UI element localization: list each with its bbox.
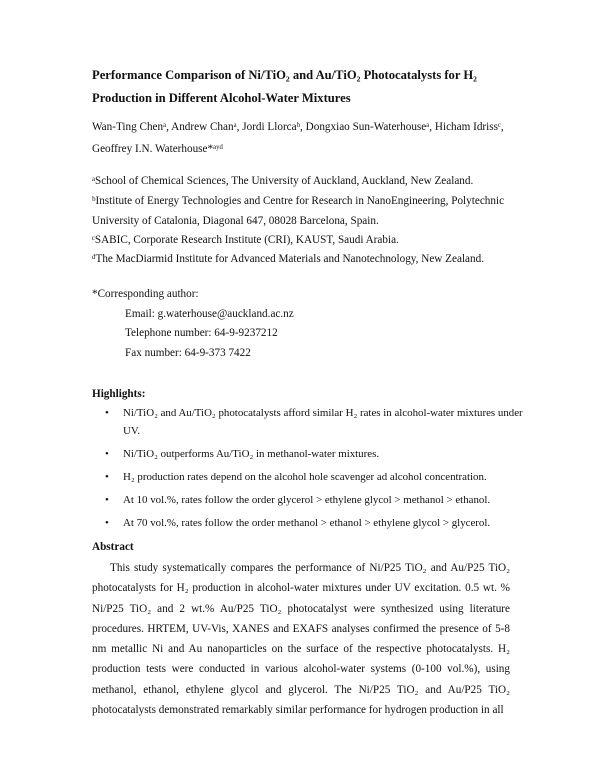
abstract-body: This study systematically compares the performance of Ni/P25 TiO₂ and Au/P25 TiO₂ photocatalysts for H₂ production in alcohol-water mixtures under UV excitation. 0.5 wt. % Ni/P25 TiO₂ and 2 wt.% Au/P25 TiO₂ photocatalyst were synthesized using literature procedures. HRTEM, UV-Vis, XANES and EXAFS analyses confirmed the presence of 5-8 nm metallic Ni and Au nanoparticles on the surface of the respective photocatalysts. H₂ production tests were conducted in various alcohol-water systems (0-100 vol.%), using methanol, ethanol, ethylene glycol and glycerol. The Ni/P25 TiO₂ and Au/P25 TiO₂ photocatalysts demonstrated remarkably similar performance for hydrogen production in all bbox=[92, 562, 510, 717]
affiliation-d: ᵈThe MacDiarmid Institute for Advanced Materials and Nanotechnology, New Zealand. bbox=[92, 253, 485, 265]
list-item bbox=[103, 514, 523, 532]
affiliation-b: ᵇInstitute of Energy Technologies and Centre for Research in NanoEngineering, Polytechnic University of Catalonia, Diagonal 647, 08028 Barcelona, Spain. bbox=[92, 195, 505, 227]
corresponding-phone: Telephone number: 64-9-9237212 bbox=[125, 327, 278, 339]
list-item bbox=[103, 404, 523, 440]
highlight-text: At 70 vol.%, rates follow the order methanol > ethanol > ethylene glycol > glycerol. bbox=[123, 517, 491, 529]
highlight-text: H₂ production rates depend on the alcohol hole scavenger ad alcohol concentration. bbox=[123, 471, 487, 483]
corresponding-email: Email: g.waterhouse@auckland.ac.nz bbox=[125, 308, 294, 320]
author-line: Geoffrey I.N. Waterhouse*ᵃʸᵈ bbox=[92, 142, 223, 155]
corresponding-fax: Fax number: 64-9-373 7422 bbox=[125, 347, 251, 359]
highlight-text: Ni/TiO₂ and Au/TiO₂ photocatalysts afford similar H₂ rates in alcohol-water mixtures under UV. bbox=[123, 407, 523, 437]
list-item bbox=[103, 491, 523, 509]
list-item bbox=[103, 445, 523, 463]
affiliation-c: ᶜSABIC, Corporate Research Institute (CRI), KAUST, Saudi Arabia. bbox=[92, 234, 399, 246]
paper-title: Performance Comparison of Ni/TiO₂ and Au/TiO₂ Photocatalysts for H₂ Production in Different Alcohol-Water Mixtures bbox=[92, 68, 477, 105]
bullet-icon: • bbox=[105, 448, 109, 460]
abstract-heading: Abstract bbox=[92, 541, 134, 553]
corresponding-label: *Corresponding author: bbox=[92, 288, 199, 300]
bullet-icon: • bbox=[105, 517, 109, 529]
list-item bbox=[103, 468, 523, 486]
highlight-text: At 10 vol.%, rates follow the order glycerol > ethylene glycol > methanol > ethanol. bbox=[123, 494, 491, 506]
bullet-icon: • bbox=[105, 494, 109, 506]
affiliation-a: ᵃSchool of Chemical Sciences, The University of Auckland, Auckland, New Zealand. bbox=[92, 175, 474, 187]
highlight-text: Ni/TiO₂ outperforms Au/TiO₂ in methanol-water mixtures. bbox=[123, 448, 380, 460]
bullet-icon: • bbox=[105, 407, 109, 419]
highlights-heading: Highlights: bbox=[92, 388, 146, 400]
author-line: Wan-Ting Chenᵃ, Andrew Chanᵃ, Jordi Llorcaᵇ, Dongxiao Sun-Waterhouseᵃ, Hicham Idrissᶜ, bbox=[92, 121, 504, 133]
bullet-icon: • bbox=[105, 471, 109, 483]
author-list bbox=[92, 117, 532, 160]
highlights-list bbox=[103, 404, 523, 537]
